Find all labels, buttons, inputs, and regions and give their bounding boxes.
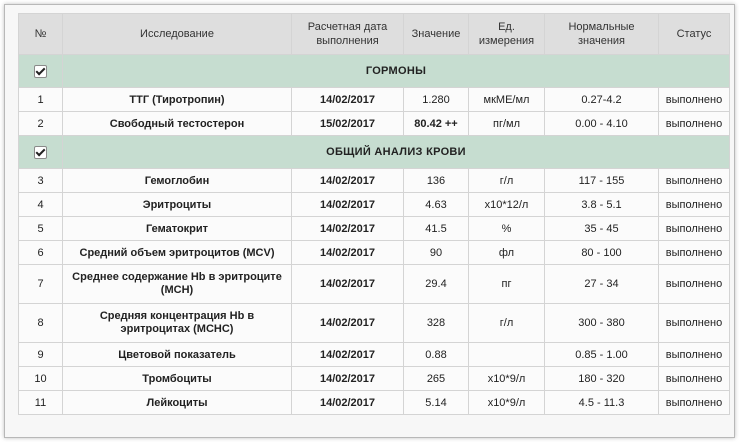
- normal-range: 80 - 100: [545, 241, 659, 265]
- header-num[interactable]: №: [19, 14, 63, 55]
- test-status: выполнено: [659, 169, 730, 193]
- normal-range: 4.5 - 11.3: [545, 391, 659, 415]
- table-row[interactable]: [19, 343, 730, 367]
- test-status: выполнено: [659, 265, 730, 304]
- test-date: 14/02/2017: [292, 367, 404, 391]
- test-value: 328: [404, 304, 469, 343]
- normal-range: 0.85 - 1.00: [545, 343, 659, 367]
- test-date: 14/02/2017: [292, 88, 404, 112]
- test-date: 14/02/2017: [292, 391, 404, 415]
- row-number: 7: [19, 265, 63, 304]
- table-row[interactable]: [19, 217, 730, 241]
- test-unit: x10*9/л: [469, 367, 545, 391]
- results-panel: [4, 4, 735, 438]
- test-status: выполнено: [659, 343, 730, 367]
- normal-range: 300 - 380: [545, 304, 659, 343]
- table-body: [19, 55, 730, 415]
- test-date: 14/02/2017: [292, 343, 404, 367]
- test-value: 29.4: [404, 265, 469, 304]
- section-checkbox-icon[interactable]: [34, 146, 47, 159]
- header-study[interactable]: Исследование: [63, 14, 292, 55]
- row-number: 6: [19, 241, 63, 265]
- test-date: 14/02/2017: [292, 304, 404, 343]
- normal-range: 117 - 155: [545, 169, 659, 193]
- section-toggle[interactable]: [19, 55, 63, 88]
- test-name: Эритроциты: [63, 193, 292, 217]
- test-name: ТТГ (Тиротропин): [63, 88, 292, 112]
- normal-range: 180 - 320: [545, 367, 659, 391]
- test-status: выполнено: [659, 367, 730, 391]
- header-value[interactable]: Значение: [404, 14, 469, 55]
- section-checkbox-icon[interactable]: [34, 65, 47, 78]
- test-value: 41.5: [404, 217, 469, 241]
- test-date: 14/02/2017: [292, 217, 404, 241]
- test-name: Средний объем эритроцитов (MCV): [63, 241, 292, 265]
- normal-range: 35 - 45: [545, 217, 659, 241]
- table-row[interactable]: [19, 169, 730, 193]
- normal-range: 3.8 - 5.1: [545, 193, 659, 217]
- test-value: 0.88: [404, 343, 469, 367]
- normal-range: 0.00 - 4.10: [545, 112, 659, 136]
- test-name: Средняя концентрация Hb в эритроцитах (MCHC): [63, 304, 292, 343]
- test-value: 90: [404, 241, 469, 265]
- test-value: 5.14: [404, 391, 469, 415]
- test-unit: пг/мл: [469, 112, 545, 136]
- test-date: 14/02/2017: [292, 265, 404, 304]
- test-unit: г/л: [469, 304, 545, 343]
- section-row: [19, 136, 730, 169]
- row-number: 4: [19, 193, 63, 217]
- test-unit: %: [469, 217, 545, 241]
- test-unit: пг: [469, 265, 545, 304]
- row-number: 9: [19, 343, 63, 367]
- test-status: выполнено: [659, 193, 730, 217]
- row-number: 2: [19, 112, 63, 136]
- table-row[interactable]: [19, 241, 730, 265]
- test-value: 4.63: [404, 193, 469, 217]
- test-name: Тромбоциты: [63, 367, 292, 391]
- test-status: выполнено: [659, 241, 730, 265]
- table-header-row: [19, 14, 730, 55]
- test-status: выполнено: [659, 217, 730, 241]
- test-date: 14/02/2017: [292, 241, 404, 265]
- test-date: 14/02/2017: [292, 193, 404, 217]
- header-normal[interactable]: Нормальные значения: [545, 14, 659, 55]
- table-row[interactable]: [19, 88, 730, 112]
- test-status: выполнено: [659, 112, 730, 136]
- test-unit: фл: [469, 241, 545, 265]
- test-name: Гемоглобин: [63, 169, 292, 193]
- test-status: выполнено: [659, 391, 730, 415]
- test-unit: x10*12/л: [469, 193, 545, 217]
- table-row[interactable]: [19, 367, 730, 391]
- test-unit: мкМЕ/мл: [469, 88, 545, 112]
- table-row[interactable]: [19, 112, 730, 136]
- section-toggle[interactable]: [19, 136, 63, 169]
- table-row[interactable]: [19, 265, 730, 304]
- row-number: 8: [19, 304, 63, 343]
- row-number: 11: [19, 391, 63, 415]
- test-status: выполнено: [659, 304, 730, 343]
- normal-range: 27 - 34: [545, 265, 659, 304]
- header-unit[interactable]: Ед. измерения: [469, 14, 545, 55]
- table-row[interactable]: [19, 193, 730, 217]
- test-value: 265: [404, 367, 469, 391]
- section-title: ГОРМОНЫ: [63, 55, 730, 88]
- test-name: Гематокрит: [63, 217, 292, 241]
- section-title: ОБЩИЙ АНАЛИЗ КРОВИ: [63, 136, 730, 169]
- table-row[interactable]: [19, 304, 730, 343]
- row-number: 3: [19, 169, 63, 193]
- test-value: 1.280: [404, 88, 469, 112]
- header-date[interactable]: Расчетная дата выполнения: [292, 14, 404, 55]
- test-name: Среднее содержание Hb в эритроците (MCH): [63, 265, 292, 304]
- test-name: Цветовой показатель: [63, 343, 292, 367]
- test-unit: x10*9/л: [469, 391, 545, 415]
- test-value: 80.42 ++: [404, 112, 469, 136]
- row-number: 5: [19, 217, 63, 241]
- header-status[interactable]: Статус: [659, 14, 730, 55]
- normal-range: 0.27-4.2: [545, 88, 659, 112]
- test-unit: г/л: [469, 169, 545, 193]
- test-status: выполнено: [659, 88, 730, 112]
- lab-results-table: [18, 13, 730, 415]
- table-row[interactable]: [19, 391, 730, 415]
- test-date: 15/02/2017: [292, 112, 404, 136]
- section-row: [19, 55, 730, 88]
- test-name: Лейкоциты: [63, 391, 292, 415]
- test-value: 136: [404, 169, 469, 193]
- test-date: 14/02/2017: [292, 169, 404, 193]
- test-name: Свободный тестостерон: [63, 112, 292, 136]
- test-unit: [469, 343, 545, 367]
- row-number: 10: [19, 367, 63, 391]
- row-number: 1: [19, 88, 63, 112]
